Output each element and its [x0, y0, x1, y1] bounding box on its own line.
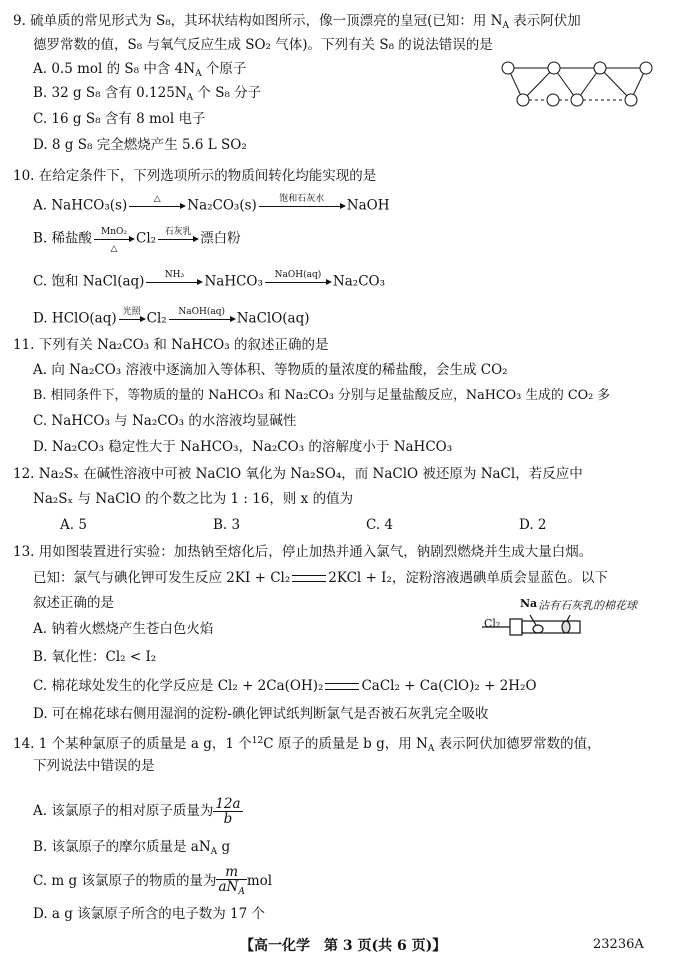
q11-option-b: B. 相同条件下，等物质的量的 NaHCO₃ 和 Na₂CO₃ 分别与足量盐酸反应，NaHCO₃ 生成的 CO₂ 多 [33, 388, 611, 403]
q11-option-c: C. NaHCO₃ 与 Na₂CO₃ 的水溶液均显碱性 [33, 413, 297, 429]
q11-stem: 11. 下列有关 Na₂CO₃ 和 NaHCO₃ 的叙述正确的是 [13, 337, 329, 353]
q9-option-d: D. 8 g S₈ 完全燃烧产生 5.6 L SO₂ [33, 137, 247, 153]
q11-option-a: A. 向 Na₂CO₃ 溶液中逐滴加入等体积、等物质的量浓度的稀盐酸，会生成 CO₂ [33, 362, 508, 378]
q10-option-c: C. 饱和 NaCl(aq) NH₃ NaHCO₃ NaOH(aq) Na₂CO₃ [33, 270, 386, 290]
q11-option-d: D. Na₂CO₃ 稳定性大于 NaHCO₃，Na₂CO₃ 的溶解度小于 NaHCO₃ [33, 439, 453, 455]
q14-stem-line1: 14. 1 个某种氯原子的质量是 a g，1 个$^{12}$C 原子的质量是 b g，用 $N_A$ 表示阿伏加德罗常数的值， [13, 736, 601, 754]
q13-option-a: A. 钠着火燃烧产生苍白色火焰 [33, 621, 214, 637]
q12-option-d: D. 2 [519, 517, 547, 533]
q14-option-b: B. 该氯原子的摩尔质量是 $aN_A$ g [33, 839, 231, 857]
q10-option-a: A. NaHCO₃(s) △ Na₂CO₃(s) 饱和石灰水 NaOH [33, 194, 390, 214]
q14-stem-line2: 下列说法中错误的是 [33, 758, 155, 774]
q9-stem-line1: 9. 硫单质的常见形式为 S₈，其环状结构如图所示，像一顶漂亮的皇冠(已知：用 $N_A$ 表示阿伏加 [13, 13, 581, 31]
q13-stem-line2: 已知：氯气与碘化钾可发生反应 2KI + Cl₂ 2KCl + I₂，淀粉溶液遇碘单质会显蓝色。以下 [33, 570, 608, 586]
fig-na-label: Na [520, 597, 538, 610]
glass-tube-diagram [480, 609, 660, 639]
q13-stem-line3: 叙述正确的是 [33, 595, 114, 611]
fig-cl2-label: Cl₂ [484, 617, 501, 630]
q13-apparatus-figure [480, 597, 660, 642]
q12-option-a: A. 5 [60, 517, 87, 533]
q10-option-b: B. 稀盐酸 MnO₂ △ Cl₂ 石灰乳 漂白粉 [33, 227, 241, 254]
q13-stem-line1: 13. 用如图装置进行实验：加热钠至熔化后，停止加热并通入氯气，钠剧烈燃烧并生成大量白烟。 [13, 544, 593, 560]
s8-crown-structure-figure [498, 58, 656, 110]
q9-option-c: C. 16 g S₈ 含有 8 mol 电子 [33, 111, 206, 127]
q12-stem-line2: Na₂Sₓ 与 NaClO 的个数之比为 1 : 16，则 x 的值为 [33, 491, 354, 507]
q10-option-d: D. HClO(aq) 光照 Cl₂ NaOH(aq) NaClO(aq) [33, 307, 310, 327]
q9-option-b: B. 32 g S₈ 含有 $0.125N_A$ 个 S₈ 分子 [33, 85, 262, 103]
q14-option-d: D. a g 该氯原子所含的电子数为 17 个 [33, 906, 265, 922]
paper-code: 23236A [593, 937, 644, 952]
q13-option-d: D. 可在棉花球右侧用湿润的淀粉-碘化钾试纸判断氯气是否被石灰乳完全吸收 [33, 706, 489, 722]
q12-option-c: C. 4 [366, 517, 394, 533]
q13-option-c: C. 棉花球处发生的化学反应是 Cl₂ + 2Ca(OH)₂ CaCl₂ + Ca(ClO)₂ + 2H₂O [33, 678, 537, 694]
q12-option-b: B. 3 [213, 517, 241, 533]
q14-option-c: C. m g 该氯原子的物质的量为 $\frac{m}{aN_A}$ mol [33, 863, 273, 897]
q14-option-a: A. 该氯原子的相对原子质量为 $\frac{12a}{b}$ [33, 796, 241, 827]
q12-stem-line1: 12. Na₂Sₓ 在碱性溶液中可被 NaClO 氧化为 Na₂SO₄，而 NaClO 被还原为 NaCl，若反应中 [13, 466, 583, 482]
q10-stem: 10. 在给定条件下，下列选项所示的物质间转化均能实现的是 [13, 168, 377, 184]
fig-cotton-label: 沾有石灰乳的棉花球 [538, 599, 637, 612]
q9-option-a: A. 0.5 mol 的 S₈ 中含 $4N_A$ 个原子 [33, 61, 247, 79]
q13-option-b: B. 氧化性：Cl₂ < I₂ [33, 649, 157, 665]
page-footer: 【高一化学 第 3 页(共 6 页)】 [240, 938, 447, 954]
q9-stem-line2: 德罗常数的值，S₈ 与氧气反应生成 SO₂ 气体)。下列有关 S₈ 的说法错误的是 [33, 37, 493, 53]
